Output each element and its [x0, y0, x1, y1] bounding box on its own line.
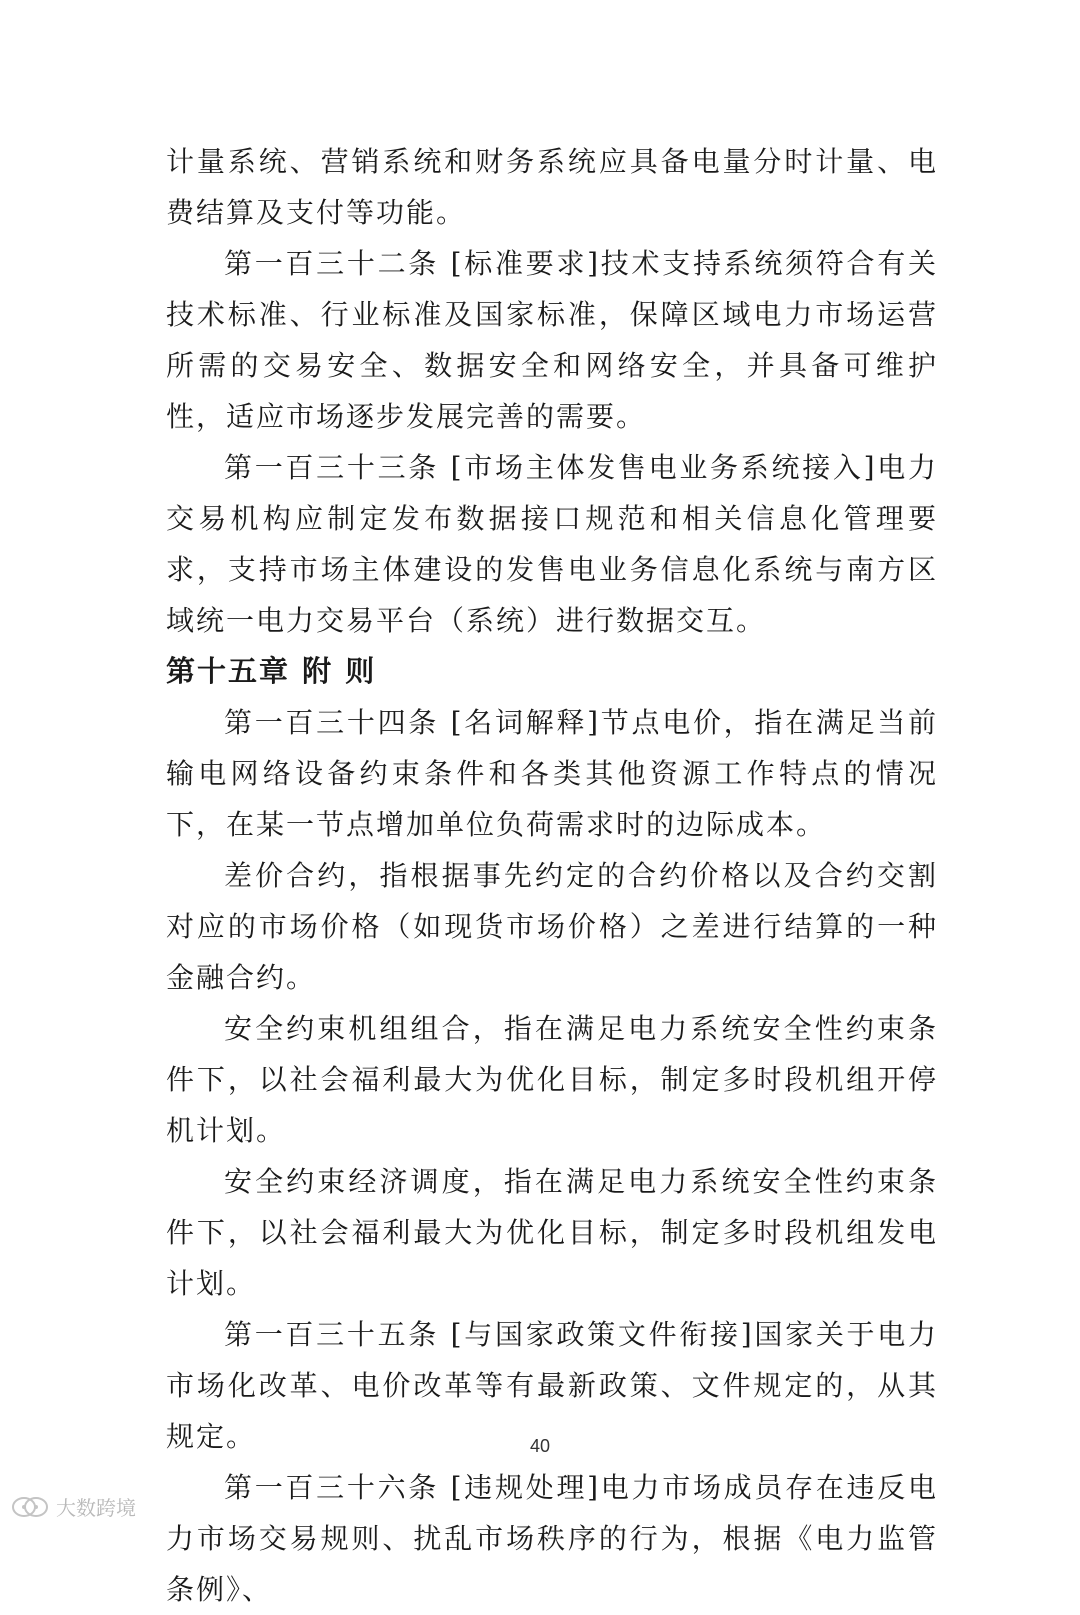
document-body [166, 136, 938, 1615]
article-134: 第一百三十四条 [名词解释]节点电价，指在满足当前输电网络设备约束条件和各类其他资源工作特点的情况下，在某一节点增加单位负荷需求时的边际成本。 [166, 706, 938, 841]
chapter-title: 第十五章 附 则 [166, 654, 377, 688]
watermark-logo-icon [10, 1493, 50, 1521]
article-135: 第一百三十五条 [与国家政策文件衔接]国家关于电力市场化改革、电价改革等有最新政策、文件规定的，从其规定。 [166, 1318, 938, 1453]
paragraph-continuation: 计量系统、营销系统和财务系统应具备电量分时计量、电费结算及支付等功能。 [166, 145, 938, 229]
article-136: 第一百三十六条 [违规处理]电力市场成员存在违反电力市场交易规则、扰乱市场秩序的行为，根据《电力监管条例》、 [166, 1471, 938, 1606]
definition-sced: 安全约束经济调度，指在满足电力系统安全性约束条件下，以社会福利最大为优化目标，制定多时段机组发电计划。 [166, 1165, 938, 1300]
article-133: 第一百三十三条 [市场主体发售电业务系统接入]电力交易机构应制定发布数据接口规范和相关信息化管理要求，支持市场主体建设的发售电业务信息化系统与南方区域统一电力交易平台（系统）进行数据交互。 [166, 451, 938, 637]
page-number: 40 [529, 1436, 551, 1456]
watermark-text: 大数跨境 [56, 1496, 136, 1520]
definition-scuc: 安全约束机组组合，指在满足电力系统安全性约束条件下，以社会福利最大为优化目标，制定多时段机组开停机计划。 [166, 1012, 938, 1147]
watermark [10, 1492, 136, 1521]
article-132: 第一百三十二条 [标准要求]技术支持系统须符合有关技术标准、行业标准及国家标准，保障区域电力市场运营所需的交易安全、数据安全和网络安全，并具备可维护性，适应市场逐步发展完善的需要。 [166, 247, 938, 433]
definition-cfd: 差价合约，指根据事先约定的合约价格以及合约交割对应的市场价格（如现货市场价格）之差进行结算的一种金融合约。 [166, 859, 938, 994]
